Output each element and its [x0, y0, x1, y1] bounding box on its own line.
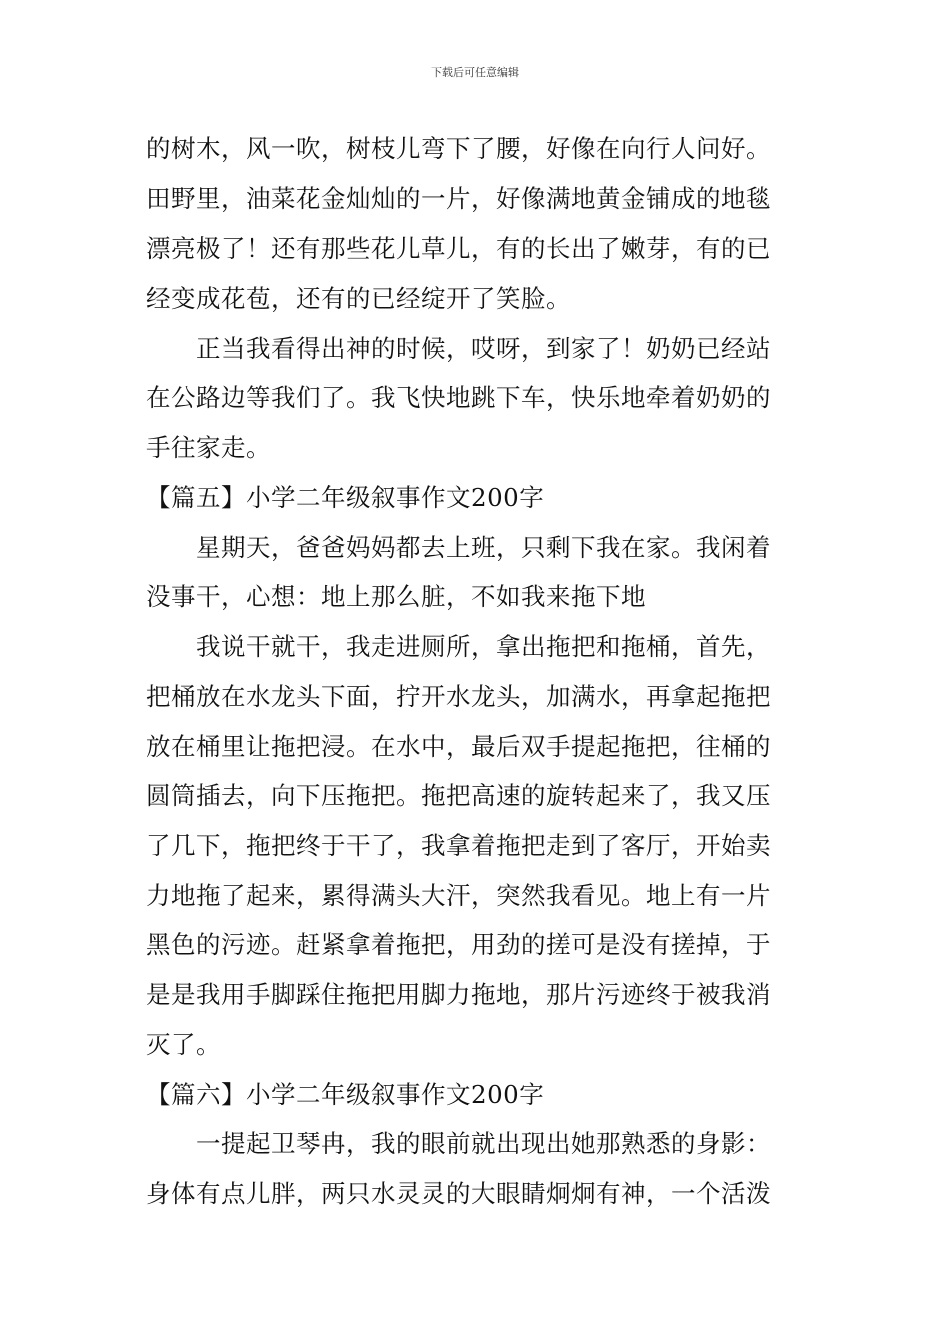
- page-header: 下载后可任意编辑: [431, 66, 519, 79]
- text-line: 是是我用手脚踩住拖把用脚力拖地，那片污迹终于被我消: [146, 980, 771, 1009]
- text-line: 力地拖了起来，累得满头大汗，突然我看见。地上有一片: [146, 881, 771, 910]
- text-line: 黑色的污迹。赶紧拿着拖把，用劲的搓可是没有搓掉，于: [146, 930, 771, 959]
- text-line: 田野里，油菜花金灿灿的一片，好像满地黄金铺成的地毯: [146, 184, 771, 213]
- text-line: 圆筒插去，向下压拖把。拖把高速的旋转起来了，我又压: [146, 781, 771, 810]
- text-line: 的树木，风一吹，树枝儿弯下了腰，好像在向行人问好。: [146, 134, 771, 163]
- text-line: 灭了。: [146, 1030, 221, 1059]
- paragraph-first-line: 正当我看得出神的时候，哎呀，到家了！奶奶已经站: [196, 334, 771, 363]
- paragraph-first-line: 一提起卫琴冉，我的眼前就出现出她那熟悉的身影：: [196, 1129, 771, 1158]
- section-heading: 【篇五】小学二年级叙事作文200字: [146, 483, 545, 512]
- text-line: 手往家走。: [146, 433, 271, 462]
- text-line: 没事干，心想：地上那么脏，不如我来拖下地: [146, 582, 646, 611]
- text-line: 把桶放在水龙头下面，拧开水龙头，加满水，再拿起拖把: [146, 682, 771, 711]
- text-line: 放在桶里让拖把浸。在水中，最后双手提起拖把，往桶的: [146, 732, 771, 761]
- section-heading: 【篇六】小学二年级叙事作文200字: [146, 1080, 545, 1109]
- paragraph-first-line: 我说干就干，我走进厕所，拿出拖把和拖桶，首先，: [196, 632, 771, 661]
- text-line: 在公路边等我们了。我飞快地跳下车，快乐地牵着奶奶的: [146, 383, 771, 412]
- text-line: 身体有点儿胖，两只水灵灵的大眼睛炯炯有神，一个活泼: [146, 1179, 771, 1208]
- paragraph-first-line: 星期天，爸爸妈妈都去上班，只剩下我在家。我闲着: [196, 533, 771, 562]
- text-line: 漂亮极了！还有那些花儿草儿，有的长出了嫩芽，有的已: [146, 234, 771, 263]
- text-line: 了几下，拖把终于干了，我拿着拖把走到了客厅，开始卖: [146, 831, 771, 860]
- text-line: 经变成花苞，还有的已经绽开了笑脸。: [146, 284, 571, 313]
